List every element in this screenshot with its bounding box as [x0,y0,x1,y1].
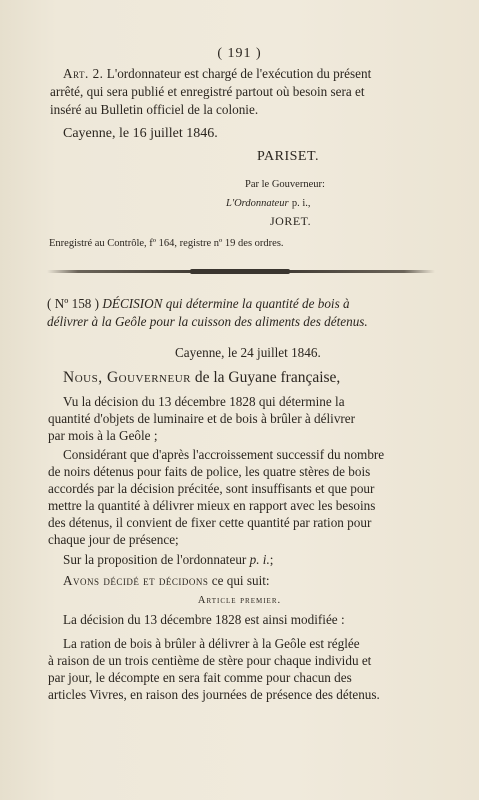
countersigner-name: JORET. [270,214,312,228]
date-1: Cayenne, le 16 juillet 1846. [63,126,218,141]
nous-line [63,370,340,386]
p4-line: La décision du 13 décembre 1828 est ainsi modifiée : [63,612,345,627]
p2-line5: des détenus, il convient de fixer cette quantité par ration pour [48,515,372,530]
p2-line1: Considérant que d'après l'accroissement successif du nombre [63,447,385,462]
decision-title-line1: DÉCISION qui détermine la quantité de bois à [102,296,350,311]
art2-line1 [63,66,371,82]
nous-rest: de la Guyane française, [194,369,341,386]
section-divider-ornament [190,269,290,274]
decision-heading-line1 [47,296,350,312]
ordonnateur-suffix: p. i., [291,198,311,209]
enregistre-line: Enregistré au Contrôle, fº 164, registre nº 19 des ordres. [49,238,284,249]
p5-line4: articles Vivres, en raison des journées de présence des détenus. [48,687,380,702]
decision-title-line2: délivrer à la Geôle pour la cuisson des aliments des détenus. [47,314,368,329]
p2-line2: de noirs détenus pour faits de police, les quatre stères de bois [48,464,371,479]
p3-lead: Sur la proposition de l'ordonnateur [63,552,247,567]
art2-line1-text: L'ordonnateur est chargé de l'exécution du présent [106,66,372,81]
p1-line3: par mois à la Geôle ; [48,428,158,443]
art2-label: Art. 2. [63,66,104,81]
p5-line2: à raison de un trois centième de stère pour chaque individu et [48,653,372,668]
ordonnateur-line [226,194,311,212]
p1-line1: Vu la décision du 13 décembre 1828 qui détermine la [63,394,345,409]
page-number: ( 191 ) [217,46,262,61]
avons-rest: ce qui suit: [211,573,270,588]
avons-line [63,573,270,589]
p2-line4: mettre la quantité à délivrer mieux en rapport avec les besoins [48,498,376,513]
par-le-gouverneur: Par le Gouverneur: [245,179,325,190]
art2-line2: arrêté, qui sera publié et enregistré partout où besoin sera et [50,84,365,99]
p5-line3: par jour, le décompte en sera fait comme pour chacun des [48,670,352,685]
p2-line6: chaque jour de présence; [48,532,179,547]
art2-line3: inséré au Bulletin officiel de la colonie. [50,102,259,117]
nous-gouverneur: Nous, Gouverneur [63,369,191,386]
p3-italic: p. i. [249,552,270,567]
ordonnateur-title: L'Ordonnateur [226,198,289,209]
avons-decide: Avons décidé et décidons [63,573,209,588]
decision-number: ( Nº 158 ) [47,296,100,311]
article-heading: Article premier. [197,595,282,606]
p5-line1: La ration de bois à brûler à délivrer à la Geôle est réglée [63,636,360,651]
p3-end: ; [269,552,274,567]
signer-name: PARISET. [257,149,319,164]
p3-line [63,552,273,568]
date-2: Cayenne, le 24 juillet 1846. [175,345,321,360]
p2-line3: accordés par la décision précitée, sont insuffisants et que pour [48,481,375,496]
p1-line2: quantité d'objets de luminaire et de bois à brûler à délivrer [48,411,356,426]
